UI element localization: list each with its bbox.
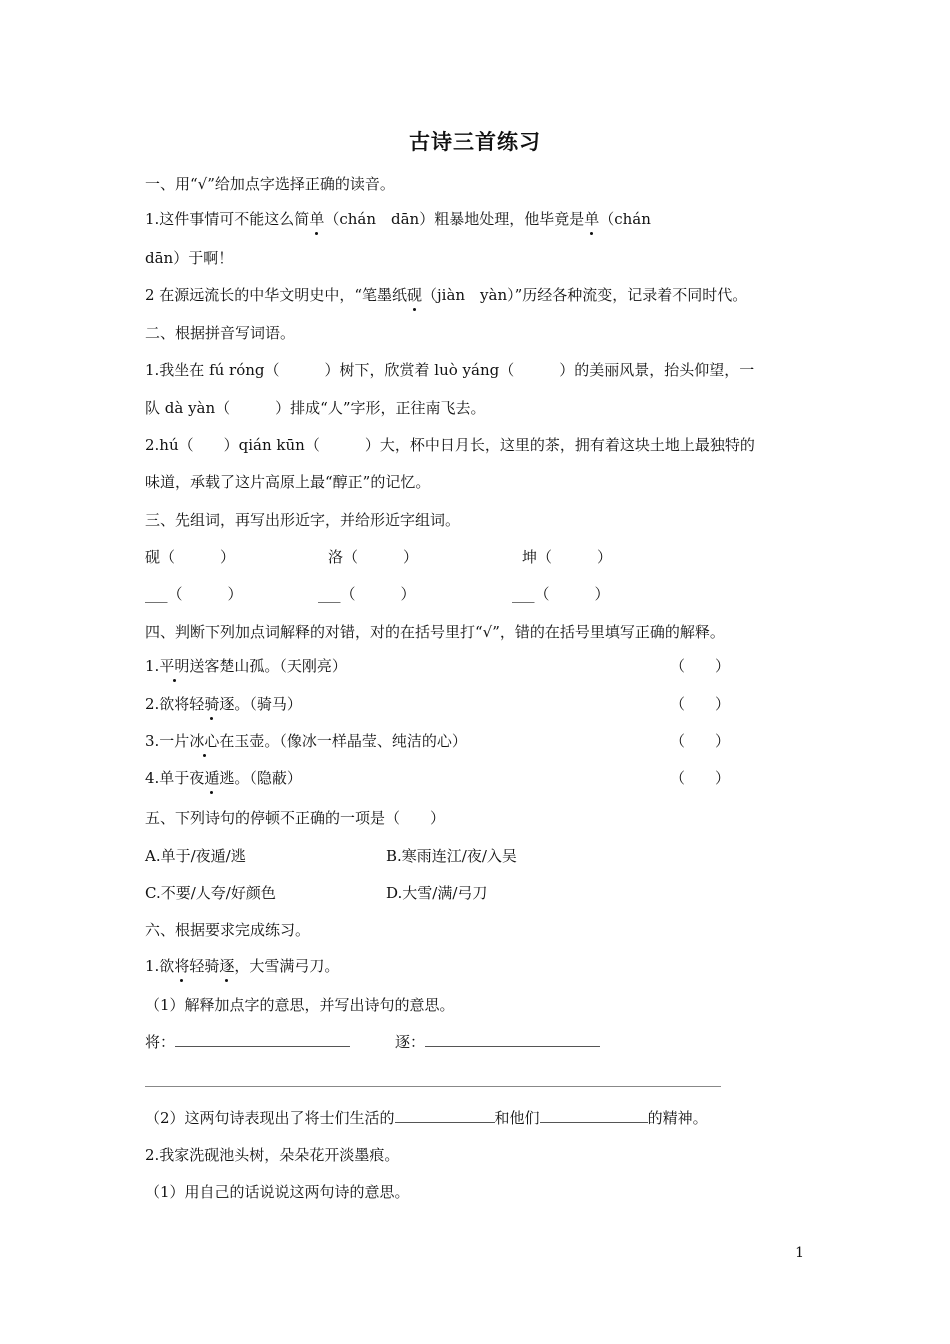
s6-q2-sub1: （1）用自己的话说说这两句诗的意思。 [145, 1183, 410, 1201]
jiang-answer-blank[interactable] [175, 1030, 350, 1047]
zhu-label: 逐： [395, 1033, 426, 1051]
s3-char-1: 砚（ ） [145, 548, 236, 566]
s6-q1-sub1: （1）解释加点字的意思，并写出诗句的意思。 [145, 996, 455, 1014]
s5-option-b[interactable]: B.寒雨连江/夜/入吴 [386, 847, 517, 865]
s1-q1-text-a: 1.这件事情可不能这么简 [145, 210, 310, 228]
s4-item-pre: 3.一片 [145, 732, 190, 750]
s4-item-post: 送客楚山孤。（天刚亮） [189, 657, 347, 675]
s5-option-a[interactable]: A.单于/夜遁/逃 [145, 847, 246, 865]
section2-heading: 二、根据拼音写词语。 [145, 324, 296, 342]
s3-blank-2[interactable]: ___（ ） [318, 585, 416, 603]
s1-q2-text-a: 2 在源远流长的中华文明史中，“笔墨纸 [145, 286, 407, 304]
s4-item-pre: 1. [145, 657, 160, 675]
s4-item-4 [145, 766, 302, 790]
page-number: 1 [795, 1245, 804, 1261]
s6-zhu-row [395, 1030, 600, 1054]
dotted-char: 单 [584, 207, 599, 231]
s6-q1-text-c: ，大雪满弓刀。 [234, 957, 340, 975]
s2-q1-line1: 1.我坐在 fú róng（ ）树下，欣赏着 luò yáng（ ）的美丽风景，抬头仰望，一 [145, 361, 755, 379]
s6-q1 [145, 954, 339, 978]
s3-char-2: 洛（ ） [328, 548, 419, 566]
s4-item-post: 逐。（骑马） [219, 695, 302, 713]
s4-item-pre: 2.欲将轻 [145, 695, 205, 713]
section5-heading: 五、下列诗句的停顿不正确的一项是（ ） [145, 809, 446, 827]
s6-q2: 2.我家洗砚池头树，朵朵花开淡墨痕。 [145, 1146, 400, 1164]
s4-item-pre: 4.单于夜 [145, 769, 205, 787]
s1-q2 [145, 283, 747, 307]
s2-q1-line2: 队 dà yàn（ ）排成“人”字形，正往南飞去。 [145, 399, 486, 417]
dotted-word: 骑 [204, 692, 219, 716]
s5-option-c[interactable]: C.不要/人夸/好颜色 [145, 884, 276, 902]
s1-q2-text-b: （jiàn yàn）”历经各种流变，记录着不同时代。 [422, 286, 748, 304]
s4-item-1 [145, 654, 347, 678]
s1-q1-text-b: （chán dān）粗暴地处理，他毕竟是 [324, 210, 585, 228]
s1-q1-text-c: （chán [599, 210, 651, 228]
s1-q1-line2: dān）于啊！ [145, 249, 234, 267]
s1-q1-line1 [145, 207, 651, 231]
s6-q1-text-a: 1.欲 [145, 957, 175, 975]
s6-sub2-text-c: 的精神。 [647, 1109, 708, 1127]
dotted-char: 逐 [219, 954, 234, 978]
dotted-word: 冰心 [189, 729, 219, 753]
s6-q1-sub2 [145, 1106, 708, 1130]
s3-blank-1[interactable]: ___（ ） [145, 585, 243, 603]
s3-blank-3[interactable]: ___（ ） [512, 585, 610, 603]
life-answer-blank[interactable] [395, 1106, 495, 1123]
page-title: 古诗三首练习 [409, 129, 541, 154]
dotted-char: 砚 [407, 283, 422, 307]
s6-sub2-text-b: 和他们 [494, 1109, 540, 1127]
section3-heading: 三、先组词，再写出形近字，并给形近字组词。 [145, 511, 461, 529]
dotted-char: 单 [309, 207, 324, 231]
s2-q2-line2: 味道，承载了这片高原上最“醇正”的记忆。 [145, 473, 431, 491]
dotted-word: 遁 [204, 766, 219, 790]
zhu-answer-blank[interactable] [425, 1030, 600, 1047]
dotted-char: 将 [174, 954, 189, 978]
s4-answer-3[interactable]: （ ） [670, 732, 731, 750]
section1-heading: 一、用“√”给加点字选择正确的读音。 [145, 175, 395, 193]
s4-answer-4[interactable]: （ ） [670, 769, 731, 787]
section4-heading: 四、判断下列加点词解释的对错，对的在括号里打“√”，错的在括号里填写正确的解释。 [145, 623, 725, 641]
s6-jiang-row [145, 1030, 350, 1054]
s4-item-2 [145, 692, 302, 716]
s6-q1-text-b: 轻骑 [189, 957, 220, 975]
s6-sub2-text-a: （2）这两句诗表现出了将士们生活的 [145, 1109, 395, 1127]
jiang-label: 将： [145, 1033, 176, 1051]
s5-option-d[interactable]: D.大雪/满/弓刀 [386, 884, 488, 902]
s4-item-3 [145, 729, 467, 753]
section6-heading: 六、根据要求完成练习。 [145, 921, 311, 939]
poem-meaning-answer-line[interactable] [145, 1086, 721, 1087]
s4-answer-2[interactable]: （ ） [670, 695, 731, 713]
s4-item-post: 在玉壶。（像冰一样晶莹、纯洁的心） [219, 732, 467, 750]
s4-item-post: 逃。（隐蔽） [219, 769, 302, 787]
s2-q2-line1: 2.hú（ ）qián kūn（ ）大，杯中日月长，这里的茶，拥有着这块土地上最独特的 [145, 436, 755, 454]
s4-answer-1[interactable]: （ ） [670, 657, 731, 675]
dotted-word: 平明 [159, 654, 189, 678]
s3-char-3: 坤（ ） [522, 548, 613, 566]
spirit-answer-blank[interactable] [540, 1106, 648, 1123]
